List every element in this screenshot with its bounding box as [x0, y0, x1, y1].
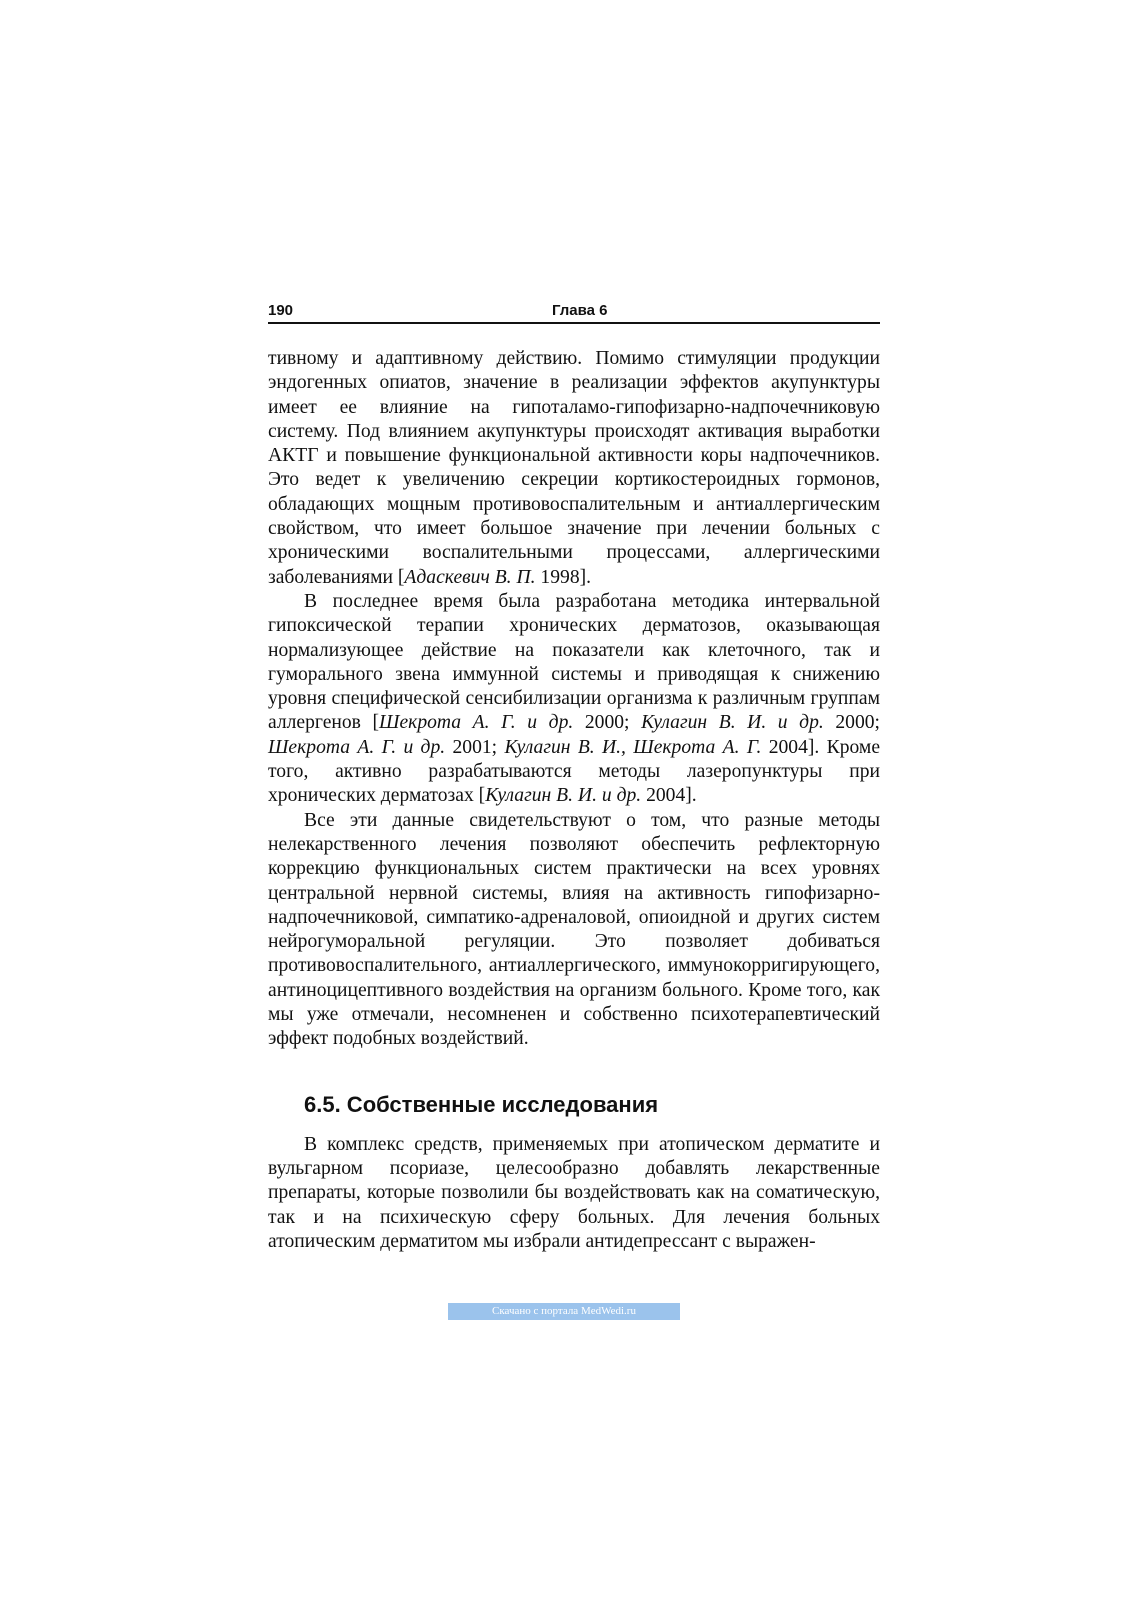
- page-number: 190: [268, 302, 294, 319]
- paragraph: [268, 590, 880, 809]
- citation-author: Адаскевич В. П.: [404, 566, 536, 588]
- paragraph-text: 1998].: [535, 566, 592, 588]
- paragraph: [268, 347, 880, 590]
- book-page: [268, 300, 880, 1254]
- paragraph-text: 2001;: [445, 736, 505, 758]
- download-watermark: Скачано с портала MedWedi.ru: [448, 1303, 680, 1320]
- section-body: [268, 1133, 880, 1254]
- paragraph-text: 2004].: [641, 785, 697, 807]
- paragraph: [268, 809, 880, 1052]
- body-text: [268, 347, 880, 1052]
- section-heading: 6.5. Собственные исследования: [304, 1091, 659, 1117]
- citation-author: Кулагин В. И. и др.: [641, 712, 824, 734]
- paragraph-text: 2000;: [573, 712, 642, 734]
- citation-author: Шекрота А. Г. и др.: [379, 712, 574, 734]
- running-header: [268, 300, 880, 324]
- paragraph-text: тивному и адаптивному действию. Помимо стимуляции продукции эндогенных опиатов, значение в реализации эффектов акупунктуры имеет ее влияние на гипоталамо-гипофизарно-надпочечниковую систему. Под влиянием акупунктуры происходят активация выработки АКТГ и повышение функциональной активности коры надпочечников. Это ведет к увеличению секреции кортикостероидных гормонов, обладающих мощным противовоспалительным и антиаллергическим свойством, что имеет большое значение при лечении больных с хроническими воспалительными процессами, аллергическими заболеваниями [: [268, 348, 880, 588]
- citation-author: Кулагин В. И. и др.: [485, 785, 642, 807]
- paragraph-text: Все эти данные свидетельствуют о том, что разные методы нелекарственного лечения позволяют обеспечить рефлекторную коррекцию функциональных систем практически на всех уровнях центральной нервной системы, влияя на активность гипофизарно-надпочечниковой, симпатико-адреналовой, опиоидной и других систем нейрогуморальной регуляции. Это позволяет добиваться противовоспалительного, антиаллергического, иммунокорригирующего, антиноцицептивного воздействия на организм больного. Кроме того, как мы уже отмечали, несомненен и собственно психотерапевтический эффект подобных воздействий.: [268, 809, 880, 1050]
- citation-author: Шекрота А. Г. и др.: [268, 736, 446, 758]
- citation-author: Кулагин В. И., Шекрота А. Г.: [504, 736, 762, 758]
- paragraph-text: В последнее время была разработана методика интервальной гипоксической терапии хронических дерматозов, оказывающая нормализующее действие на показатели как клеточного, так и гуморального звена иммунной системы и приводящая к снижению уровня специфической сенсибилизации организма к различным группам аллергенов [: [268, 590, 880, 734]
- paragraph-text: 2000;: [823, 712, 880, 734]
- section-paragraph: В комплекс средств, применяемых при атопическом дерматите и вульгарном псориазе, целесообразно добавлять лекарственные препараты, которые позволили бы воздействовать как на соматическую, так и на психическую сферу больных. Для лечения больных атопическим дерматитом мы избрали антидепрессант с выражен-: [268, 1133, 880, 1252]
- chapter-title: Глава 6: [552, 302, 608, 319]
- paragraph-text: 2004]. Кроме того, активно разрабатываются методы лазеропунктуры при хронических дерматозах [: [268, 736, 881, 807]
